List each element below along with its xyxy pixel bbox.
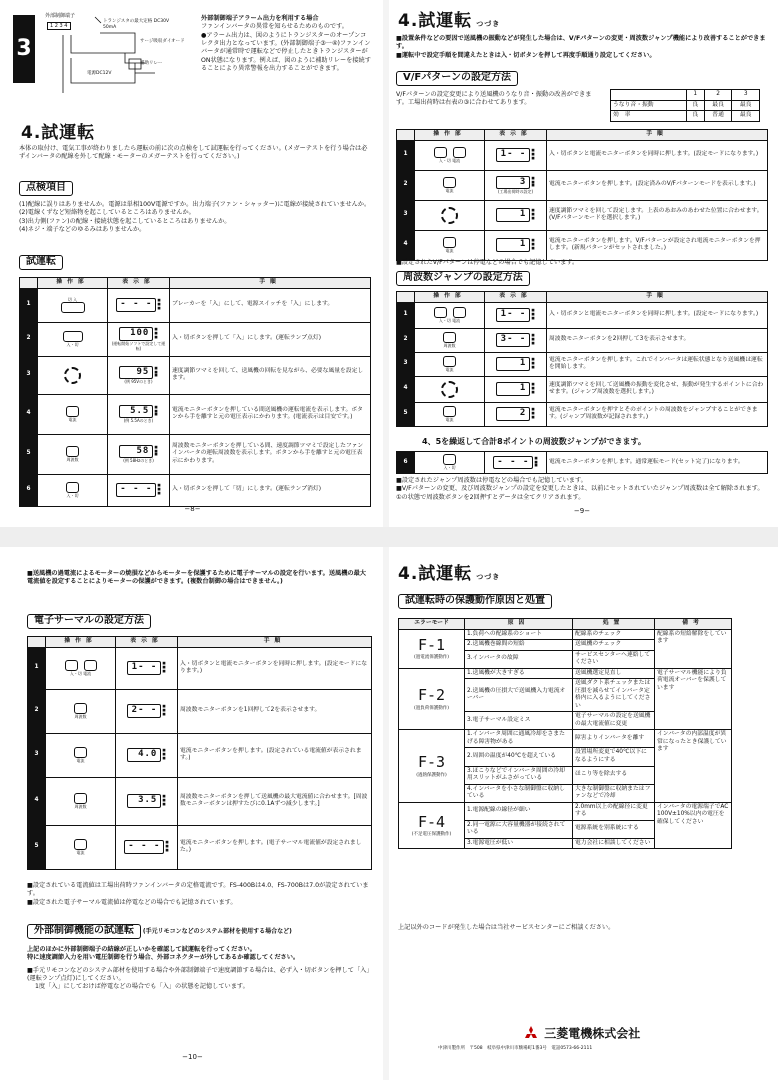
- mitsubishi-logo-icon: [522, 1026, 540, 1042]
- table-row: 2 周波数 2- - ■ ■ ■ 周波数モニターボタンを1回押して2を表示させます。: [28, 689, 372, 733]
- key-label: 切 入: [67, 296, 78, 302]
- alarm-bullet: ●アラーム出力は、図のようにトランジスターのオープンコレクタ出力となっています。(外部制御端子③一④)ファンインバータが通常時で運転などで停止したときトランジスターがON状態になります。例えば、図のように補助リレーを接続することにより異常警報を出力することができます。: [201, 31, 371, 73]
- step-text: 周波数モニターボタンを押している間、速度調節ツマミで設定したファンインバータの運転周波数を表示します。ボタンから手を離すと元の電圧表示にかわります。: [170, 434, 371, 474]
- table-row: 2.送風機の圧損大で送風機入力電流オーバー 送風ダクト系チェックまたは圧損を減らせてインバータ定格内に入るようにしてください: [399, 679, 732, 712]
- page-9: [392, 5, 772, 523]
- check-item: (1)配線に誤りはありませんか。電源は単相100V電源ですか。出力端子(ファン・シャッター)に電線が接続されていませんか。: [19, 201, 371, 208]
- fj-steps-table: 操作部 表示部 手順 1 入・切 電流 1- - ■ ■ ■ 入・切ボタンと電流モニターボタンを同時に押します。(設定モードになります。) 2 周波数 3- - ■ ■ ■ 周波数モニターボタンを2回押して3を表示させます。 3 電流 1 ■ ■ ■ 電流モニターボタンを押します。これでインバータは運転状態となり送風機は運転を開始します。 4 1 ■ ■ ■ 速度調節ツマミを回して送風機の振動を変化させ、振動が発生するポイントに合わせます。(ジャンプ周波数を選択します。) 5 電流 2 ■ ■ ■ 電流モニターボタンを押すとそのポイントの周波数をジャンプすることができます。(ジャンプ周波数が記録されます。): [396, 291, 768, 427]
- error-code: F-3: [417, 753, 446, 772]
- current-button-icon: [74, 747, 87, 758]
- current-button-icon: [443, 177, 456, 188]
- relay-label: 補助リレー: [140, 61, 163, 66]
- table-row: 2.送風機巻線間の短絡 送風機のチェック: [399, 640, 732, 651]
- fj-note-1: ■設定されたジャンプ周波数は停電などの場合でも記憶しています。: [396, 477, 587, 484]
- frequency-button-icon: [74, 703, 87, 714]
- check-list: [19, 201, 371, 234]
- check-item: (3)出力側(ファン)の配線・接続状態を起こしているところはありませんか。: [19, 217, 231, 225]
- step-number: 2: [20, 322, 38, 356]
- external-text-2: 特に速度調節入力を用い電圧制御を行う場合、外部コネクターが外してあるか確認してください。: [27, 954, 300, 962]
- chapter-number: 3: [13, 15, 35, 83]
- frequency-button-icon: [443, 332, 456, 343]
- table-row: 3.電源電圧が低い 電力会社に相談してください: [399, 838, 732, 849]
- breaker-switch-icon: [61, 302, 85, 313]
- protection-table: エラーモード 原因 処置 備考 F-1 (過電流保護動作) 1.負荷への配線系のショート 配線系のチェック 配線系の短絡解除をしています 2.送風機巻線間の短絡 送風機のチェック 3.インバータの故障 サービスセンターへ連絡してください F-2 (過負荷保護動作) 1.送風機が大きすぎる 送風機選定見直し 電子サーマル機能により負荷電流オーバーを保護しています 2.送風機の圧損大で送風機入力電流オーバー 送風ダクト系チェックまたは圧損を減らせてインバータ定格内に入るようにしてください 3.電子サーマル設定ミス 電子サーマルの設定を送風機の最大電流値に変更 F-3 (過熱保護動作) 1.インバータ周囲に通風冷却をさまたげる障害物がある 障害よりインバータを離す インバータの内部温度が異常になったとき保護しています 2.周囲の温度が40℃を超えている 設置場所変更で40℃以下になるようにする 3.ほこりなどでインバータ周囲の冷却用スリットがふさがっている ほこり等を除去する 4.インバータを小さな制御盤に収納している 大きな制御盤に収納またはファンなどで冷却 F-4 (不足電圧保護動作) 1.電源配線の線径が細い 2.0mm以上の配線径に変更する インバータの電源端子でAC 100V±10%以内の電圧を確保してください 2.同一電源に大容量機器が接続されている 電源系統を別系統にする 3.電源電圧が低い 電力会社に相談してください: [398, 618, 732, 849]
- step-number: 3: [20, 356, 38, 394]
- key-label: 電流: [68, 416, 77, 422]
- circuit-lines: [45, 13, 195, 103]
- table-row: 3 95 ■ ■ ■ (例 95Vのとき) 速度調節ツマミを回して、送風機の回転を見ながら、必要な風量を設定します。: [20, 356, 371, 394]
- page-11: [392, 548, 772, 1075]
- col-header: 操作部: [38, 278, 108, 289]
- section-title: 4.試運転 つづき: [398, 11, 501, 31]
- onoff-button-icon: [66, 482, 79, 493]
- trial-heading: 試運転: [19, 255, 63, 270]
- vf-steps-table: 操作部 表示部 手順 1 入・切 電流 1- - ■ ■ ■ 入・切ボタンと電流モニターボタンを同時に押します。(設定モードになります。) 2 電流 3 ■ ■ ■ (工場出荷時の設定) 電流モニターボタンを押します。(設定済みのV/Fパターンモードを表示します。) 3 1 ■ ■ ■ 速度調節ツマミを回して設定します。上表のあおみのあわせた位置に合わせます。(V/Fパターンモードを選択します。) 4 電流 1 ■ ■ ■ 電流モニターボタンを押します。V/Fパターンが設定され電流モニターボタンを押します。(新規パターンがセットされました。): [396, 129, 768, 261]
- table-row: 4 1 ■ ■ ■ 速度調節ツマミを回して送風機の振動を変化させ、振動が発生するポイントに合わせます。(ジャンプ周波数を選択します。): [397, 376, 768, 402]
- external-heading: 外部制御機能の試運転: [27, 924, 141, 939]
- intro-1: ■設置条件などの要因で送風機の振動などが発生した場合は、V/Fパターンの変更・周波数ジャンプ機能により改善することができます。: [396, 35, 766, 51]
- speed-knob-icon: [64, 367, 81, 384]
- display-note: (例 58Hzのとき): [123, 458, 154, 464]
- fj-final-step: [396, 451, 768, 474]
- step-text: ブレーカーを「入」にして、電源スイッチを「入」にします。: [170, 288, 371, 322]
- company-name: 三菱電機株式会社: [544, 1026, 641, 1041]
- display-value: 100: [119, 327, 153, 341]
- table-row: 4 周波数 3.5 ■ ■ ■ 周波数モニターボタンを押して送風機の最大電流値に合わせます。[周波数モニターボタンは押すたびに0.1Aずつ減少します。]: [28, 777, 372, 825]
- onoff-button-icon: [65, 660, 78, 671]
- table-row: 2 周波数 3- - ■ ■ ■ 周波数モニターボタンを2回押して3を表示させます。: [397, 328, 768, 352]
- power-label: 電源DC12V: [87, 71, 112, 76]
- onoff-button-icon: [63, 331, 83, 342]
- table-row: 4 電流 1 ■ ■ ■ 電流モニターボタンを押します。V/Fパターンが設定され電流モニターボタンを押します。(新規パターンがセットされました。): [397, 230, 768, 260]
- fj-repeat-note: 4、5を繰返して合計8ポイントの周波数ジャンプができます。: [422, 437, 646, 446]
- alarm-text: ファンインバータの異常を知らせるためのものです。: [201, 23, 348, 31]
- display-value: 95: [119, 366, 153, 380]
- current-button-icon: [443, 406, 456, 417]
- thermal-note-1: ■設定されている電流値は工場出荷時ファンインバータの定格電流です。FS-400Bは4.0、FS-700Bは7.0が設定されています。: [27, 882, 369, 898]
- col-header: 手順: [170, 278, 371, 289]
- table-row: 5 電流 2 ■ ■ ■ 電流モニターボタンを押すとそのポイントの周波数をジャンプすることができます。(ジャンプ周波数が記録されます。): [397, 402, 768, 426]
- table-row: 1 入・切 電流 1- - ■ ■ ■ 入・切ボタンと電流モニターボタンを同時に押します。(設定モードになります。): [397, 140, 768, 170]
- table-row: 6 入・切 - - - ■ ■ ■ 電流モニターボタンを押します。通常運転モード(セット完了)になります。: [397, 452, 768, 474]
- surge-diode-label: サージ吸収ダイオード: [140, 39, 185, 44]
- external-text-1: 上記のほかに外部制御端子の結線が正しいかを確認して試運転を行ってください。: [27, 946, 256, 953]
- current-button-icon: [453, 147, 466, 158]
- table-row: 3 電流 1 ■ ■ ■ 電流モニターボタンを押します。これでインバータは運転状態となり送風機は運転を開始します。: [397, 352, 768, 376]
- display-value: 5.5: [119, 405, 153, 419]
- key-label: 入・切: [66, 492, 79, 498]
- table-row: [20, 288, 371, 322]
- terminal-numbers: 1 2 3 4: [47, 22, 71, 30]
- thermal-intro: ■送風機の過電流によるモーターの焼損などからモーターを保護するために電子サーマルの設定を行います。送風機の最大電流値を設定することによりモーターの保護ができます。(複数台制御の場合はできません。): [27, 570, 366, 586]
- step-text: 電流モニターボタンを押している間送風機の運転電流を表示します。ボタンから手を離すと元の電圧表示にかわります。(電流表示は目安です。): [170, 394, 371, 434]
- table-row: F-3 (過熱保護動作) 1.インバータ周囲に通風冷却をさまたげる障害物がある 障害よりインバータを離す インバータの内部温度が異常になったとき保護しています: [399, 730, 732, 748]
- trial-table: [19, 277, 371, 507]
- external-subheading: (手元リモコンなどのシステム部材を使用する場合など): [142, 928, 292, 935]
- page-8: [5, 5, 380, 523]
- table-row: 2 入・切 100 ■ ■ ■ (運転開始ソフトで設定して運転) 入・切ボタンを押して「入」にします。(運転ランプ点灯): [20, 322, 371, 356]
- table-row: 3.ほこりなどでインバータ周囲の冷却用スリットがふさがっている ほこり等を除去する: [399, 766, 732, 784]
- check-item: (4)ネジ・端子などのゆるみはありませんか。: [19, 226, 146, 234]
- error-code: F-2: [417, 686, 446, 705]
- step-text: 入・切ボタンを押して「入」にします。(運転ランプ点灯): [170, 322, 371, 356]
- error-code: F-1: [417, 635, 446, 654]
- display-note: (例 5.5Aのとき): [123, 418, 154, 424]
- table-row: 3.電子サーマル設定ミス 電子サーマルの設定を送風機の最大電流値に変更: [399, 712, 732, 730]
- table-row: 5 周波数 58 ■ ■ ■ (例 58Hzのとき) 周波数モニターボタンを押している間、速度調節ツマミで設定したファンインバータの運転周波数を表示します。ボタンから手を離すと元の電圧表示にかわります。: [20, 434, 371, 474]
- table-row: 3 1 ■ ■ ■ 速度調節ツマミを回して設定します。上表のあおみのあわせた位置に合わせます。(V/Fパターンモードを選択します。): [397, 200, 768, 230]
- thermal-heading: 電子サーマルの設定方法: [27, 614, 151, 629]
- step-text: 入・切ボタンを押して「切」にします。(運転ランプ消灯): [170, 474, 371, 506]
- vf-text: V/Fパターンの設定変更により送風機のうなり音・振動の改善ができます。工場出荷時は右表の③に合わせてあります。: [396, 91, 592, 107]
- key-label: 入・切: [66, 341, 79, 347]
- transistor-label: トランジスタの最大定格 DC30V 50mA: [103, 19, 170, 30]
- section-title: 4.試運転: [21, 123, 96, 143]
- display-value: - - -: [116, 298, 156, 312]
- table-row: 5 電流 - - - ■ ■ ■ 電流モニターボタンを押します。(電子サーマル電流値が設定されました。): [28, 825, 372, 869]
- external-text-4: 1度「入」にしておけば停電などの場合でも「入」の状態を記憶しています。: [35, 983, 249, 991]
- current-button-icon: [84, 660, 97, 671]
- step-number: 4: [20, 394, 38, 434]
- indicator-marks-icon: ■ ■ ■: [157, 298, 161, 310]
- check-item: (2)電線くずなど短絡物を起こしているところはありませんか。: [19, 209, 195, 217]
- current-button-icon: [74, 839, 87, 850]
- intro-2: ■運転中で設定手順を間違えたときは入・切ボタンを押して再度手順通り設定してください。: [396, 51, 656, 59]
- page-number: −9−: [573, 507, 591, 515]
- current-button-icon: [443, 356, 456, 367]
- table-row: F-4 (不足電圧保護動作) 1.電源配線の線径が細い 2.0mm以上の配線径に変更する インバータの電源端子でAC 100V±10%以内の電圧を確保してください: [399, 802, 732, 820]
- alarm-title: 外部制御端子アラーム出力を利用する場合: [201, 15, 319, 22]
- section-title: 4.試運転 つづき: [398, 564, 501, 584]
- step-number: 6: [20, 474, 38, 506]
- key-label: 周波数: [66, 456, 79, 462]
- page-number: −8−: [184, 505, 201, 513]
- protection-heading: 試運転時の保護動作原因と処置: [398, 594, 552, 609]
- thermal-note-2: ■設定された電子サーマル電流値は停電などの場合でも記憶されています。: [27, 898, 237, 906]
- thermal-table: 操作部 表示部 手順 1 入・切 電流 1- - ■ ■ ■ 入・切ボタンと電流モニターボタンを同時に押します。(設定モードになります。) 2 周波数 2- - ■ ■ ■ 周波数モニターボタンを1回押して2を表示させます。 3 電流 4.0 ■ ■ ■ 電流モニターボタンを押します。(設定されている電流値が表示されます。) 4 周波数 3.5 ■ ■ ■ 周波数モニターボタンを押して送風機の最大電流値に合わせます。[周波数モニターボタンは押すたびに0.1Aずつ減少します。] 5 電流 - - - ■ ■ ■ 電流モニターボタンを押します。(電子サーマル電流値が設定されました。): [27, 636, 372, 870]
- display-note: (運転開始ソフトで設定して運転): [111, 340, 166, 351]
- table-row: 1 入・切 電流 1- - ■ ■ ■ 入・切ボタンと電流モニターボタンを同時に押します。(設定モードになります。): [397, 302, 768, 328]
- terminal-label: 外部制御端子: [45, 13, 76, 19]
- speed-knob-icon: [441, 207, 458, 224]
- table-row: 6 入・切 - - - ■ ■ ■ 入・切ボタンを押して「切」にします。(運転ランプ消灯): [20, 474, 371, 506]
- table-row: F-1 (過電流保護動作) 1.負荷への配線系のショート 配線系のチェック 配線系の短絡解除をしています: [399, 629, 732, 640]
- frequency-button-icon: [74, 793, 87, 804]
- intro-text: 本体の取付け、電気工事が終わりましたら運転の前に次の点検をして試運転を行ってください。(メガーテストを行う場合は必ずインバータの配線を外して配線・モーターのメガーテストを行ってください。): [19, 145, 368, 161]
- speed-knob-icon: [441, 381, 458, 398]
- page-number: −10−: [182, 1053, 203, 1061]
- display-value: - - -: [116, 483, 156, 497]
- display-value: 58: [119, 445, 153, 459]
- alarm-circuit-diagram: [45, 13, 195, 103]
- table-row: F-2 (過負荷保護動作) 1.送風機が大きすぎる 送風機選定見直し 電子サーマル機能により負荷電流オーバーを保護しています: [399, 668, 732, 679]
- fj-heading: 周波数ジャンプの設定方法: [396, 271, 530, 286]
- footer-note: 上記以外のコードが発生した場合は当社サービスセンターにご相談ください。: [398, 924, 615, 931]
- onoff-button-icon: [434, 147, 447, 158]
- table-row: 2.同一電源に大容量機器が接続されている 電源系統を別系統にする: [399, 820, 732, 838]
- page-10: [5, 548, 380, 1075]
- error-code: F-4: [417, 812, 446, 831]
- current-button-icon: [443, 237, 456, 248]
- step-number: 1: [20, 288, 38, 322]
- display-note: (例 95Vのとき): [124, 379, 153, 385]
- table-row: 2.周囲の温度が40℃を超えている 設置場所変更で40℃以下になるようにする: [399, 748, 732, 766]
- step-number: 5: [20, 434, 38, 474]
- vf-note: ■設定されたV/Fパターンは停電などの場合でも記憶しています。: [396, 259, 579, 266]
- vf-pattern-table: 1 2 3 うなり音・振動 良 最良 最良 効 率 良 普通 最良: [610, 89, 760, 122]
- frequency-button-icon: [66, 446, 79, 457]
- table-row: 2 電流 3 ■ ■ ■ (工場出荷時の設定) 電流モニターボタンを押します。(設定済みのV/Fパターンモードを表示します。): [397, 170, 768, 200]
- company-address: 中津川製作所 〒508 岐阜県中津川市駒場町1番3号 電話0573-66-2111: [438, 1046, 593, 1051]
- table-row: 4 電流 5.5 ■ ■ ■ (例 5.5Aのとき) 電流モニターボタンを押している間送風機の運転電流を表示します。ボタンから手を離すと元の電圧表示にかわります。(電流表示は目安です。): [20, 394, 371, 434]
- check-heading: 点検項目: [19, 181, 73, 196]
- fj-note-2: ■V/Fパターンの変更、及び周波数ジャンプの設定を変更したときは、以前にセットされていたジャンプ周波数は全て解除されます。①の状態で周波数ボタンを2回押すとデータは全てクリアされます。: [396, 485, 764, 501]
- vf-heading: V/Fパターンの設定方法: [396, 71, 518, 86]
- current-button-icon: [66, 406, 79, 417]
- table-row: 4.インバータを小さな制御盤に収納している 大きな制御盤に収納またはファンなどで冷却: [399, 784, 732, 802]
- table-row: 3 電流 4.0 ■ ■ ■ 電流モニターボタンを押します。(設定されている電流値が表示されます。): [28, 733, 372, 777]
- table-row: 3.インバータの故障 サービスセンターへ連絡してください: [399, 650, 732, 668]
- table-row: 1 入・切 電流 1- - ■ ■ ■ 入・切ボタンと電流モニターボタンを同時に押します。(設定モードになります。): [28, 647, 372, 689]
- external-text-3: ■手元リモコンなどのシステム部材を使用する場合や外部制御端子で速度調節する場合は、必ず入・切ボタンを押して「入」(運転ランプ点灯)にしてください。: [27, 966, 370, 983]
- step-text: 速度調節ツマミを回して、送風機の回転を見ながら、必要な風量を設定します。: [170, 356, 371, 394]
- col-header: 表示部: [108, 278, 170, 289]
